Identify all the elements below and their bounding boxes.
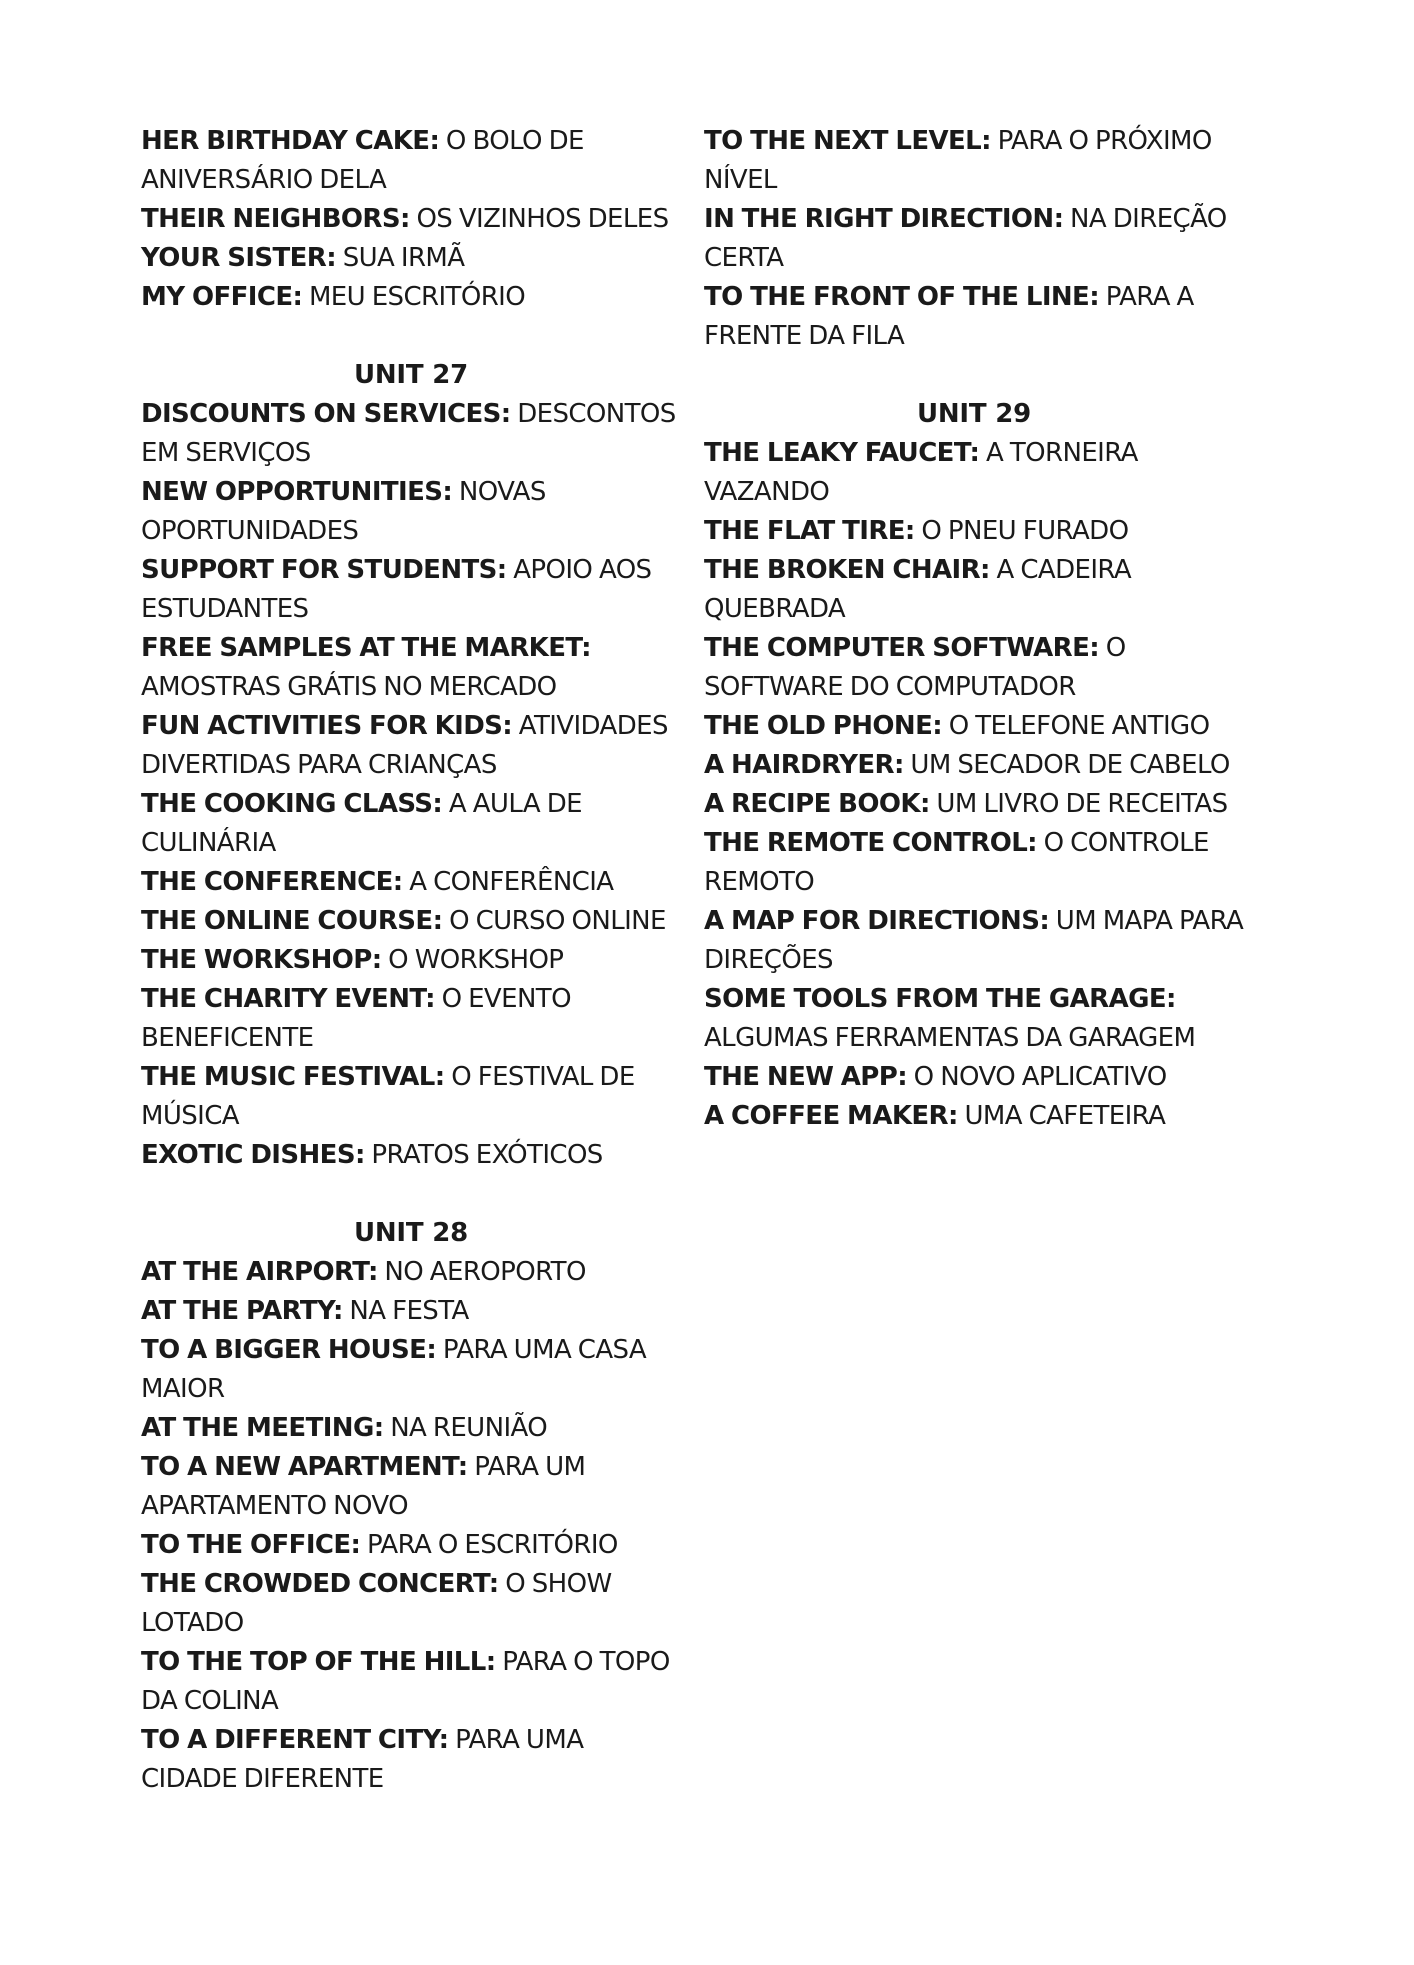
english-term: YOUR SISTER: bbox=[141, 243, 337, 273]
portuguese-translation: O FESTIVAL DE MÚSICA bbox=[141, 1062, 635, 1131]
english-term: SOME TOOLS FROM THE GARAGE: bbox=[704, 984, 1176, 1014]
vocabulary-entry bbox=[141, 902, 681, 941]
portuguese-translation: ATIVIDADES DIVERTIDAS PARA CRIANÇAS bbox=[141, 711, 668, 780]
left-column bbox=[141, 122, 681, 1799]
vocabulary-entry bbox=[141, 551, 681, 629]
portuguese-translation: O SHOW LOTADO bbox=[141, 1569, 612, 1638]
right-column bbox=[704, 122, 1244, 1136]
vocabulary-entry bbox=[704, 200, 1244, 278]
portuguese-translation: O CONTROLE REMOTO bbox=[704, 828, 1209, 897]
section-spacer bbox=[141, 317, 681, 356]
portuguese-translation: O EVENTO BENEFICENTE bbox=[141, 984, 571, 1053]
english-term: TO A BIGGER HOUSE: bbox=[141, 1335, 437, 1365]
portuguese-translation: UM MAPA PARA DIREÇÕES bbox=[704, 906, 1244, 975]
vocabulary-entry bbox=[141, 1136, 681, 1175]
english-term: THE COOKING CLASS: bbox=[141, 789, 443, 819]
english-term: MY OFFICE: bbox=[141, 282, 303, 312]
vocabulary-entry bbox=[141, 629, 681, 707]
vocabulary-entry bbox=[141, 1253, 681, 1292]
english-term: AT THE PARTY: bbox=[141, 1296, 343, 1326]
english-term: THE FLAT TIRE: bbox=[704, 516, 915, 546]
english-term: TO THE FRONT OF THE LINE: bbox=[704, 282, 1100, 312]
portuguese-translation: UM LIVRO DE RECEITAS bbox=[936, 789, 1228, 819]
vocabulary-entry bbox=[141, 473, 681, 551]
vocabulary-entry bbox=[141, 1526, 681, 1565]
vocabulary-entry bbox=[704, 824, 1244, 902]
vocabulary-entry bbox=[141, 1331, 681, 1409]
vocabulary-entry bbox=[704, 746, 1244, 785]
portuguese-translation: O WORKSHOP bbox=[388, 945, 564, 975]
english-term: TO A NEW APARTMENT: bbox=[141, 1452, 468, 1482]
english-term: TO THE NEXT LEVEL: bbox=[704, 126, 991, 156]
vocabulary-entry bbox=[141, 278, 681, 317]
english-term: EXOTIC DISHES: bbox=[141, 1140, 365, 1170]
english-term: FUN ACTIVITIES FOR KIDS: bbox=[141, 711, 513, 741]
english-term: AT THE MEETING: bbox=[141, 1413, 384, 1443]
vocabulary-entry bbox=[141, 1721, 681, 1799]
portuguese-translation: UMA CAFETEIRA bbox=[964, 1101, 1166, 1131]
vocabulary-entry bbox=[141, 239, 681, 278]
vocabulary-entry bbox=[704, 512, 1244, 551]
portuguese-translation: DESCONTOS EM SERVIÇOS bbox=[141, 399, 676, 468]
portuguese-translation: OS VIZINHOS DELES bbox=[416, 204, 669, 234]
portuguese-translation: MEU ESCRITÓRIO bbox=[308, 282, 526, 312]
portuguese-translation: UM SECADOR DE CABELO bbox=[910, 750, 1230, 780]
english-term: THEIR NEIGHBORS: bbox=[141, 204, 410, 234]
portuguese-translation: PARA UMA CASA MAIOR bbox=[141, 1335, 647, 1404]
portuguese-translation: O SOFTWARE DO COMPUTADOR bbox=[704, 633, 1126, 702]
vocabulary-section bbox=[141, 1214, 681, 1799]
english-term: THE NEW APP: bbox=[704, 1062, 907, 1092]
vocabulary-entry bbox=[141, 1409, 681, 1448]
vocabulary-entry bbox=[704, 122, 1244, 200]
portuguese-translation: NA FESTA bbox=[349, 1296, 469, 1326]
english-term: THE MUSIC FESTIVAL: bbox=[141, 1062, 445, 1092]
vocabulary-entry bbox=[704, 629, 1244, 707]
vocabulary-entry bbox=[704, 551, 1244, 629]
english-term: AT THE AIRPORT: bbox=[141, 1257, 378, 1287]
portuguese-translation: O CURSO ONLINE bbox=[449, 906, 666, 936]
english-term: TO THE TOP OF THE HILL: bbox=[141, 1647, 496, 1677]
portuguese-translation: O BOLO DE ANIVERSÁRIO DELA bbox=[141, 126, 584, 195]
english-term: THE REMOTE CONTROL: bbox=[704, 828, 1037, 858]
english-term: THE WORKSHOP: bbox=[141, 945, 382, 975]
english-term: THE CHARITY EVENT: bbox=[141, 984, 435, 1014]
section-spacer bbox=[704, 356, 1244, 395]
portuguese-translation: PARA O TOPO DA COLINA bbox=[141, 1647, 670, 1716]
vocabulary-entry bbox=[141, 785, 681, 863]
portuguese-translation: ALGUMAS FERRAMENTAS DA GARAGEM bbox=[704, 1023, 1196, 1053]
english-term: A COFFEE MAKER: bbox=[704, 1101, 958, 1131]
portuguese-translation: O NOVO APLICATIVO bbox=[913, 1062, 1167, 1092]
english-term: TO THE OFFICE: bbox=[141, 1530, 361, 1560]
vocabulary-entry bbox=[704, 1097, 1244, 1136]
english-term: A MAP FOR DIRECTIONS: bbox=[704, 906, 1050, 936]
portuguese-translation: SUA IRMÃ bbox=[342, 243, 465, 273]
portuguese-translation: PRATOS EXÓTICOS bbox=[371, 1140, 603, 1170]
english-term: A HAIRDRYER: bbox=[704, 750, 904, 780]
unit-heading: UNIT 28 bbox=[353, 1218, 469, 1248]
portuguese-translation: NOVAS OPORTUNIDADES bbox=[141, 477, 546, 546]
vocabulary-entry bbox=[704, 785, 1244, 824]
english-term: NEW OPPORTUNITIES: bbox=[141, 477, 453, 507]
vocabulary-entry bbox=[141, 1058, 681, 1136]
vocabulary-entry bbox=[141, 980, 681, 1058]
portuguese-translation: PARA O PRÓXIMO NÍVEL bbox=[704, 126, 1212, 195]
portuguese-translation: PARA UMA CIDADE DIFERENTE bbox=[141, 1725, 584, 1794]
unit-heading: UNIT 27 bbox=[353, 360, 469, 390]
portuguese-translation: A TORNEIRA VAZANDO bbox=[704, 438, 1138, 507]
vocabulary-section bbox=[704, 122, 1244, 356]
english-term: THE OLD PHONE: bbox=[704, 711, 943, 741]
vocabulary-entry bbox=[704, 434, 1244, 512]
english-term: THE CROWDED CONCERT: bbox=[141, 1569, 499, 1599]
vocabulary-entry bbox=[704, 707, 1244, 746]
english-term: IN THE RIGHT DIRECTION: bbox=[704, 204, 1064, 234]
vocabulary-entry bbox=[141, 707, 681, 785]
english-term: FREE SAMPLES AT THE MARKET: bbox=[141, 633, 591, 663]
vocabulary-entry bbox=[141, 1565, 681, 1643]
english-term: A RECIPE BOOK: bbox=[704, 789, 930, 819]
portuguese-translation: O TELEFONE ANTIGO bbox=[948, 711, 1210, 741]
portuguese-translation: APOIO AOS ESTUDANTES bbox=[141, 555, 652, 624]
english-term: THE COMPUTER SOFTWARE: bbox=[704, 633, 1100, 663]
portuguese-translation: A AULA DE CULINÁRIA bbox=[141, 789, 582, 858]
vocabulary-entry bbox=[141, 200, 681, 239]
portuguese-translation: PARA A FRENTE DA FILA bbox=[704, 282, 1194, 351]
portuguese-translation: NO AEROPORTO bbox=[384, 1257, 586, 1287]
vocabulary-entry bbox=[141, 1292, 681, 1331]
english-term: HER BIRTHDAY CAKE: bbox=[141, 126, 440, 156]
vocabulary-entry bbox=[141, 863, 681, 902]
vocabulary-entry bbox=[141, 122, 681, 200]
portuguese-translation: PARA UM APARTAMENTO NOVO bbox=[141, 1452, 586, 1521]
portuguese-translation: A CADEIRA QUEBRADA bbox=[704, 555, 1132, 624]
portuguese-translation: O PNEU FURADO bbox=[921, 516, 1129, 546]
portuguese-translation: NA REUNIÃO bbox=[390, 1413, 548, 1443]
english-term: TO A DIFFERENT CITY: bbox=[141, 1725, 449, 1755]
portuguese-translation: A CONFERÊNCIA bbox=[409, 867, 614, 897]
english-term: THE LEAKY FAUCET: bbox=[704, 438, 980, 468]
english-term: THE BROKEN CHAIR: bbox=[704, 555, 990, 585]
english-term: THE ONLINE COURSE: bbox=[141, 906, 443, 936]
vocabulary-entry bbox=[141, 1448, 681, 1526]
vocabulary-entry bbox=[141, 941, 681, 980]
vocabulary-section bbox=[141, 356, 681, 1175]
english-term: SUPPORT FOR STUDENTS: bbox=[141, 555, 507, 585]
english-term: THE CONFERENCE: bbox=[141, 867, 403, 897]
vocabulary-entry bbox=[704, 902, 1244, 980]
vocabulary-entry bbox=[704, 278, 1244, 356]
vocabulary-section bbox=[704, 395, 1244, 1136]
portuguese-translation: PARA O ESCRITÓRIO bbox=[367, 1530, 618, 1560]
vocabulary-entry bbox=[704, 1058, 1244, 1097]
section-spacer bbox=[141, 1175, 681, 1214]
portuguese-translation: NA DIREÇÃO CERTA bbox=[704, 204, 1227, 273]
unit-heading: UNIT 29 bbox=[916, 399, 1032, 429]
vocabulary-section bbox=[141, 122, 681, 317]
vocabulary-entry bbox=[141, 1643, 681, 1721]
english-term: DISCOUNTS ON SERVICES: bbox=[141, 399, 511, 429]
portuguese-translation: AMOSTRAS GRÁTIS NO MERCADO bbox=[141, 672, 557, 702]
vocabulary-entry bbox=[704, 980, 1244, 1058]
vocabulary-entry bbox=[141, 395, 681, 473]
